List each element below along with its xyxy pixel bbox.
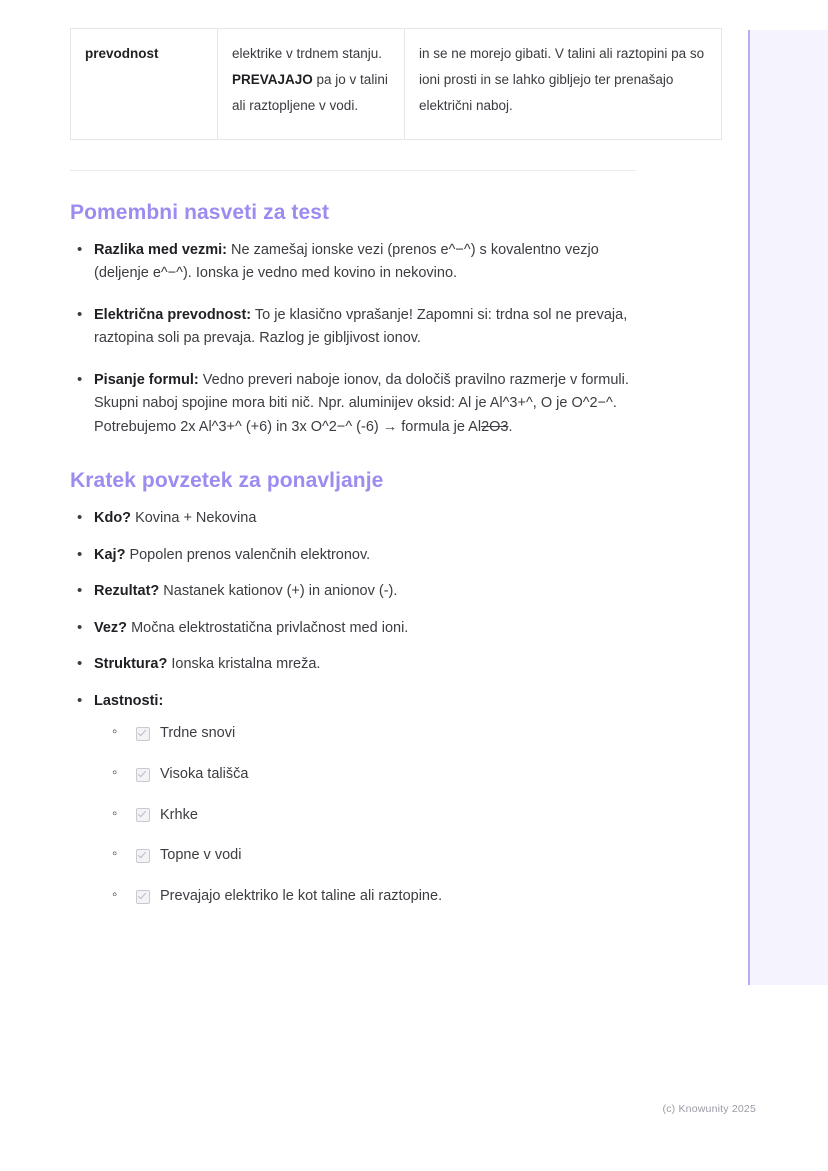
list-item bbox=[70, 617, 636, 640]
checkbox-checked-icon[interactable] bbox=[136, 890, 150, 904]
list-item bbox=[112, 764, 636, 786]
list-item-text: Močna elektrostatična privlačnost med ioni. bbox=[127, 619, 409, 636]
cell-text-pre: elektrike v trdnem stanju. bbox=[232, 46, 383, 61]
checklist-label: ◦ Trdne snovi bbox=[160, 725, 236, 742]
list-item-text: Kovina + Nekovina bbox=[131, 510, 257, 527]
checklist-label: ◦ Topne v vodi bbox=[160, 847, 242, 864]
table-cell-middle bbox=[218, 29, 405, 140]
list-item bbox=[70, 544, 636, 567]
list-item-lead: Lastnosti: bbox=[94, 692, 164, 709]
cell-text-post: pa jo v talini ali raztopljene v vodi. bbox=[232, 71, 388, 113]
cell-text-bold: PREVAJAJO bbox=[232, 71, 313, 87]
list-item-struck-formula: 2O3 bbox=[481, 418, 509, 435]
page-title-summary: Kratek povzetek za ponavljanje bbox=[70, 469, 384, 493]
list-item bbox=[70, 239, 636, 286]
list-item bbox=[70, 580, 636, 603]
checkbox-checked-icon[interactable] bbox=[136, 808, 150, 822]
list-item-text: To je klasično vprašanje! Zapomni si: trdna sol ne prevaja, raztopina soli pa prevaja. Razlog je gibljivost ionov. bbox=[94, 306, 628, 347]
list-item bbox=[70, 369, 636, 439]
table-row bbox=[71, 29, 722, 140]
page-title-tips: Pomembni nasveti za test bbox=[70, 200, 330, 224]
list-item-lead: Pisanje formul: bbox=[94, 371, 199, 388]
table-cell-right: in se ne morejo gibati. V talini ali raztopini pa so ioni prosti in se lahko gibljejo ter prenašajo električni naboj. bbox=[405, 29, 722, 140]
checkbox-checked-icon[interactable] bbox=[136, 768, 150, 782]
right-edge-accent-bar bbox=[748, 30, 828, 985]
list-item-tail: . bbox=[508, 418, 513, 435]
list-item-text: Vedno preveri naboje ionov, da določiš pravilno razmerje v formuli. Skupni naboj spojine mora biti nič. Npr. aluminijev oksid: Al je Al^3+^, O je O^2−^. Potrebujemo 2x Al^3+^ (+6) in 3x O^2−^ (-6) → formula je Al bbox=[94, 371, 629, 435]
properties-table-fragment bbox=[70, 28, 722, 140]
list-item bbox=[112, 805, 636, 827]
checklist-label: ◦ Krhke bbox=[160, 806, 198, 823]
list-item bbox=[70, 690, 636, 908]
tips-list bbox=[70, 239, 636, 439]
list-item-lead: Kaj? bbox=[94, 546, 126, 563]
list-item-text: Ne zamešaj ionske vezi (prenos e^−^) s kovalentno vezjo (deljenje e^−^). Ionska je vedno med kovino in nekovino. bbox=[94, 241, 599, 282]
checklist-label: ◦ Prevajajo elektriko le kot taline ali raztopine. bbox=[160, 888, 443, 905]
section-divider bbox=[70, 170, 636, 171]
list-item-lead: Razlika med vezmi: bbox=[94, 241, 227, 258]
footer-copyright: (c) Knowunity 2025 bbox=[662, 1103, 756, 1115]
checkbox-checked-icon[interactable] bbox=[136, 849, 150, 863]
list-item bbox=[70, 507, 636, 530]
checkbox-checked-icon[interactable] bbox=[136, 727, 150, 741]
list-item-text: Nastanek kationov (+) in anionov (-). bbox=[159, 583, 398, 600]
list-item bbox=[70, 304, 636, 351]
list-item bbox=[112, 845, 636, 867]
list-item-text: Ionska kristalna mreža. bbox=[167, 656, 321, 673]
list-item bbox=[112, 886, 636, 908]
list-item-text: Popolen prenos valenčnih elektronov. bbox=[125, 546, 371, 563]
list-item-lead: Struktura? bbox=[94, 656, 168, 673]
list-item bbox=[112, 723, 636, 745]
properties-checklist bbox=[94, 723, 636, 908]
checklist-label: ◦ Visoka tališča bbox=[160, 765, 249, 782]
list-item bbox=[70, 653, 636, 676]
list-item-lead: Rezultat? bbox=[94, 583, 160, 600]
summary-list bbox=[70, 507, 636, 908]
document-content bbox=[70, 0, 705, 927]
table-cell-label: prevodnost bbox=[71, 29, 218, 140]
list-item-lead: Kdo? bbox=[94, 510, 132, 527]
list-item-lead: Električna prevodnost: bbox=[94, 306, 252, 323]
list-item-lead: Vez? bbox=[94, 619, 128, 636]
